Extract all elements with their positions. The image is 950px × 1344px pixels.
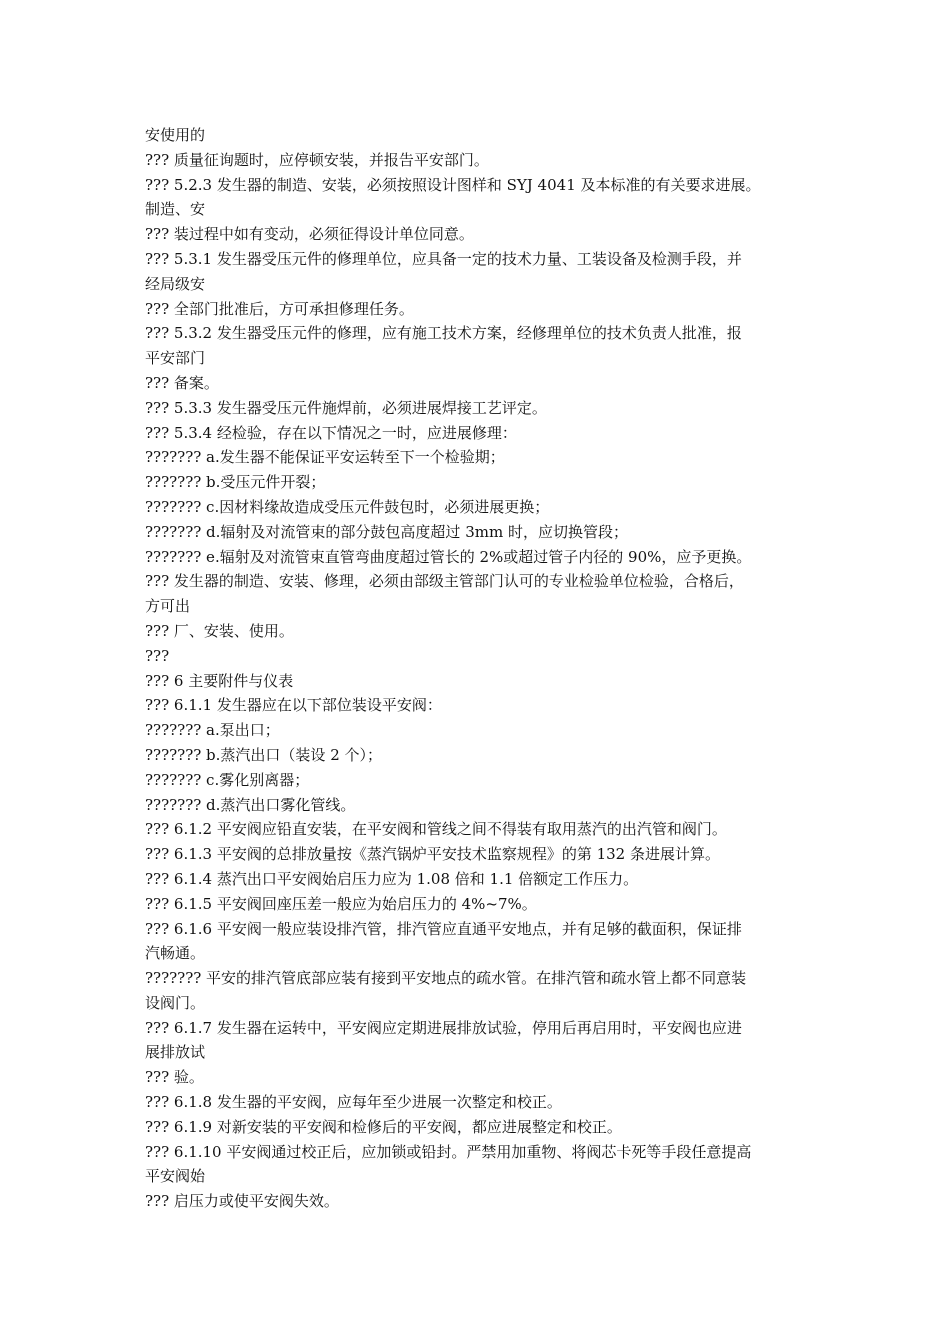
text-line: ??? 6.1.7 发生器在运转中，平安阀应定期进展排放试验，停用后再启用时，平安阀也应进 (145, 1018, 742, 1037)
text-line: 方可出 (145, 597, 191, 616)
text-line: ??? 6.1.8 发生器的平安阀，应每年至少进展一次整定和校正。 (145, 1093, 562, 1112)
text-line: 展排放试 (145, 1043, 206, 1062)
text-line: ??? 发生器的制造、安装、修理，必须由部级主管部门认可的专业检验单位检验，合格后， (145, 572, 744, 591)
text-line: 制造、安 (145, 200, 206, 219)
document-body (145, 123, 825, 1214)
text-line: ??? 厂、安装、使用。 (145, 621, 294, 640)
text-line: ??????? c.雾化别离器； (145, 770, 310, 789)
text-line: 安使用的 (145, 126, 206, 144)
text-line: ??? 6.1.1 发生器应在以下部位装设平安阀： (145, 696, 442, 715)
text-line: ??????? c.因材料缘故造成受压元件鼓包时，必须进展更换； (145, 497, 550, 516)
text-line: ??? 全部门批准后，方可承担修理任务。 (145, 299, 414, 318)
text-line: 平安部门 (145, 349, 206, 368)
text-line: 平安阀始 (145, 1167, 206, 1186)
text-line: ??? 6.1.10 平安阀通过校正后，应加锁或铅封。严禁用加重物、将阀芯卡死等手段任意提高 (145, 1142, 752, 1161)
text-line: ??? 5.2.3 发生器的制造、安装，必须按照设计图样和 SYJ 4041 及本标准的有关要求进展。 (145, 175, 761, 194)
text-line: ??????? a.泵出口； (145, 721, 280, 740)
text-line: 设阀门。 (145, 993, 206, 1012)
text-line: ??? 质量征询题时，应停顿安装，并报告平安部门。 (145, 150, 489, 169)
text-line: ??? 5.3.1 发生器受压元件的修理单位，应具备一定的技术力量、工装设备及检测手段，并 (145, 249, 742, 268)
text-line: ??? 6.1.3 平安阀的总排放量按《蒸汽锅炉平安技术监察规程》的第 132 条进展计算。 (145, 845, 720, 864)
text-line: ??? 5.3.2 发生器受压元件的修理，应有施工技术方案，经修理单位的技术负责人批准，报 (145, 324, 742, 343)
text-line: 经局级安 (145, 274, 206, 293)
text-line: ??? 启压力或使平安阀失效。 (145, 1192, 339, 1211)
text-line: ??????? d.辐射及对流管束的部分鼓包高度超过 3mm 时，应切换管段； (145, 522, 628, 541)
text-line: ??? 6.1.6 平安阀一般应装设排汽管，排汽管应直通平安地点，并有足够的截面积，保证排 (145, 919, 742, 938)
text-line: ??? (145, 646, 170, 665)
text-line: ??????? d.蒸汽出口雾化管线。 (145, 795, 356, 814)
text-line: ??? 验。 (145, 1068, 204, 1087)
text-line: ??? 6.1.4 蒸汽出口平安阀始启压力应为 1.08 倍和 1.1 倍额定工作压力。 (145, 869, 639, 888)
text-line: ??? 装过程中如有变动，必须征得设计单位同意。 (145, 225, 474, 244)
text-line: 汽畅通。 (145, 944, 206, 963)
text-line: ??? 6 主要附件与仪表 (145, 671, 294, 690)
text-line: ??????? b.蒸汽出口（装设 2 个）； (145, 745, 383, 764)
text-line: ??????? a.发生器不能保证平安运转至下一个检验期； (145, 448, 505, 467)
text-line: ??????? b.受压元件开裂； (145, 473, 326, 492)
text-line: ??? 5.3.4 经检验，存在以下情况之一时，应进展修理： (145, 423, 517, 442)
text-line: ??????? 平安的排汽管底部应装有接到平安地点的疏水管。在排汽管和疏水管上都不同意装 (145, 969, 747, 988)
text-line: ??? 6.1.5 平安阀回座压差一般应为始启压力的 4%~7%。 (145, 894, 537, 913)
text-line: ??? 备案。 (145, 373, 219, 392)
text-line: ??? 5.3.3 发生器受压元件施焊前，必须进展焊接工艺评定。 (145, 398, 547, 417)
text-line: ??? 6.1.9 对新安装的平安阀和检修后的平安阀，都应进展整定和校正。 (145, 1117, 622, 1136)
text-line: ??? 6.1.2 平安阀应铅直安装，在平安阀和管线之间不得装有取用蒸汽的出汽管和阀门。 (145, 820, 727, 839)
text-line: ??????? e.辐射及对流管束直管弯曲度超过管长的 2%或超过管子内径的 90%，应予更换。 (145, 547, 752, 566)
